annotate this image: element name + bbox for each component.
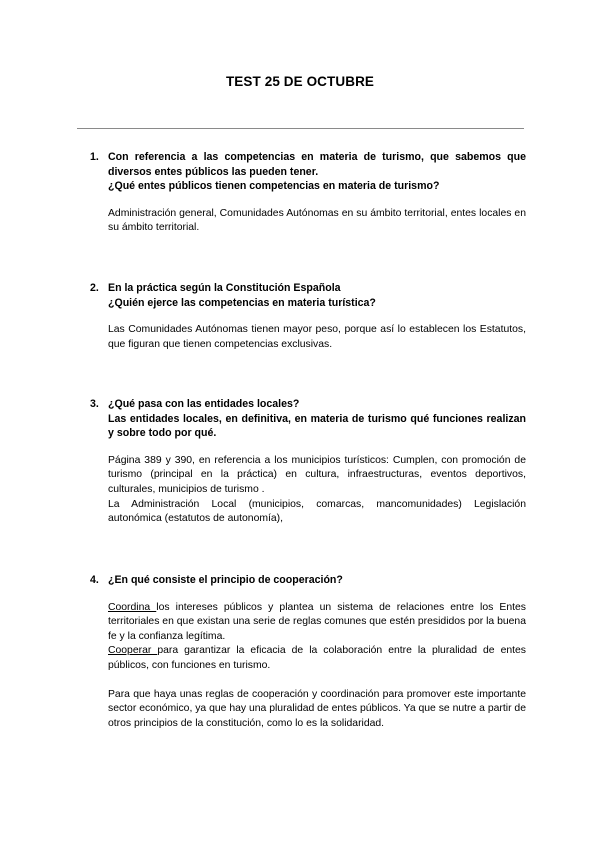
question-text: ¿En qué consiste el principio de cooperación? <box>108 574 343 586</box>
question-text: En la práctica según la Constitución Española <box>108 282 341 294</box>
question-4-header <box>90 573 526 588</box>
question-number: 4. <box>90 574 99 586</box>
answer-2 <box>108 323 526 352</box>
answer-text-coordina <box>108 601 526 645</box>
question-1 <box>90 150 526 236</box>
answer-3 <box>108 454 526 527</box>
question-3-header <box>90 397 526 441</box>
answer-text-cooperar <box>108 644 526 673</box>
answer-text: Página 389 y 390, en referencia a los municipios turísticos: Cumplen, con promoción de turismo (principal en la práctica) en cultura, infraestructuras, eventos deportivos, culturales, municipios de turismo . <box>108 454 526 495</box>
question-2-header <box>90 281 526 310</box>
question-number: 3. <box>90 398 99 410</box>
answer-4 <box>108 601 526 732</box>
question-3 <box>90 397 526 527</box>
question-text: ¿Qué entes públicos tienen competencias en materia de turismo? <box>108 180 440 193</box>
title-divider <box>77 128 524 129</box>
question-4 <box>90 573 526 731</box>
question-number: 1. <box>90 151 99 163</box>
answer-text: Administración general, Comunidades Autónomas en su ámbito territorial, entes locales en su ámbito territorial. <box>108 207 526 234</box>
question-1-header <box>90 150 526 194</box>
question-text: Con referencia a las competencias en materia de turismo, que sabemos que diversos entes públicos las pueden tener. <box>108 151 526 178</box>
answer-1 <box>108 207 526 236</box>
question-text: ¿Qué pasa con las entidades locales? <box>108 398 300 410</box>
question-2 <box>90 281 526 352</box>
coordina-term: Coordina <box>108 601 157 613</box>
document-title: TEST 25 DE OCTUBRE <box>225 74 375 89</box>
question-number: 2. <box>90 282 99 294</box>
coordina-description: los intereses públicos y plantea un sistema de relaciones entre los Entes territoriales en que existan una serie de reglas comunes que estén presididos por la buena fe y la confianza legítima. <box>108 601 526 642</box>
cooperar-description: para garantizar la eficacia de la colaboración entre la pluralidad de entes públicos, con funciones en turismo. <box>108 645 526 671</box>
answer-text: La Administración Local (municipios, comarcas, mancomunidades) Legislación autonómica (estatutos de autonomía), <box>108 498 526 525</box>
question-text: Las entidades locales, en definitiva, en materia de turismo qué funciones realizan y sobre todo por qué. <box>108 412 526 440</box>
answer-text: Para que haya unas reglas de cooperación y coordinación para promover este importante sector económico, ya que hay una pluralidad de entes públicos. Ya que se nutre a partir de otros principios de la constitución, como lo es la solidaridad. <box>108 688 526 729</box>
answer-text: Las Comunidades Autónomas tienen mayor peso, porque así lo establecen los Estatutos, que figuran que tienen competencias exclusivas. <box>108 324 526 350</box>
cooperar-term: Cooperar <box>108 645 158 657</box>
question-text: ¿Quién ejerce las competencias en materia turística? <box>108 296 376 309</box>
